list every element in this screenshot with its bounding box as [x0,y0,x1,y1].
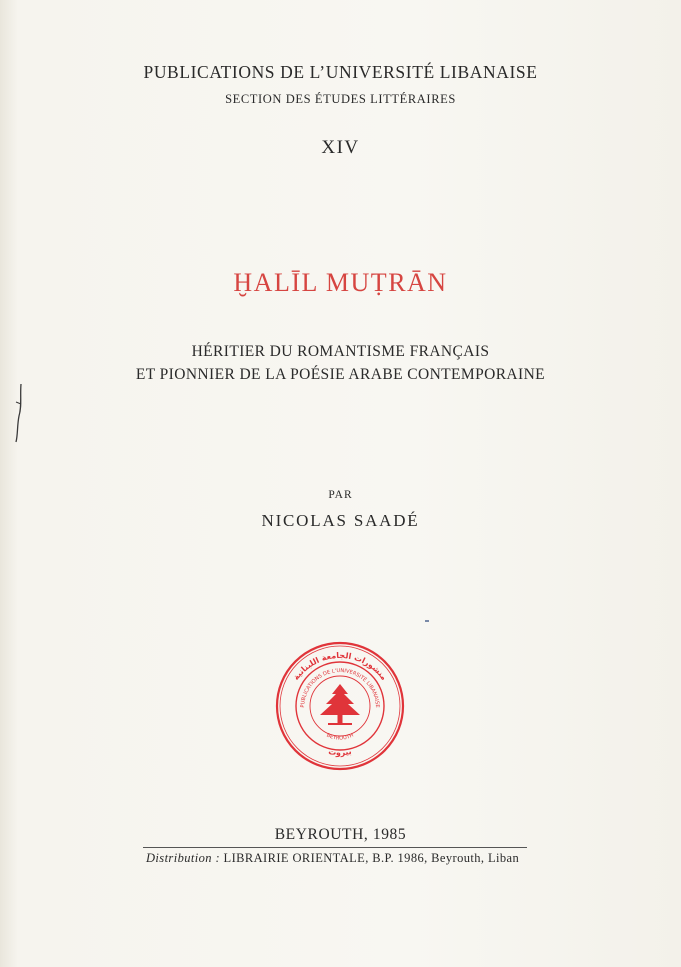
university-seal [274,640,406,772]
distribution-text: LIBRAIRIE ORIENTALE, B.P. 1986, Beyrouth, Liban [223,851,520,865]
distribution-line [146,851,519,866]
publisher-name: PUBLICATIONS DE L’UNIVERSITÉ LIBANAISE [143,62,538,82]
seal-city-text: BEYROUTH [325,732,355,742]
volume-number: XIV [321,137,360,158]
place-and-year: BEYROUTH, 1985 [274,826,407,843]
ink-speck [425,620,429,622]
cedar-tree-icon [320,684,360,725]
book-title: ḪALĪL MUṬRĀN [233,268,448,297]
pen-mark [12,382,26,444]
subtitle-line-1: HÉRITIER DU ROMANTISME FRANÇAIS [191,343,490,360]
seal-arabic-city: بيروت [327,746,353,758]
distribution-label: Distribution : [146,851,221,865]
by-label: PAR [328,489,353,501]
imprint-divider [143,847,527,848]
seal-arabic-text: منشورات الجامعة اللبنانية [291,650,389,682]
seal-french-text: PUBLICATIONS DE L'UNIVERSITÉ LIBANAISE [299,667,381,708]
author-name: NICOLAS SAADÉ [261,511,420,530]
subtitle-line-2: ET PIONNIER DE LA POÉSIE ARABE CONTEMPORAINE [135,366,546,383]
section-name: SECTION DES ÉTUDES LITTÉRAIRES [225,92,456,106]
